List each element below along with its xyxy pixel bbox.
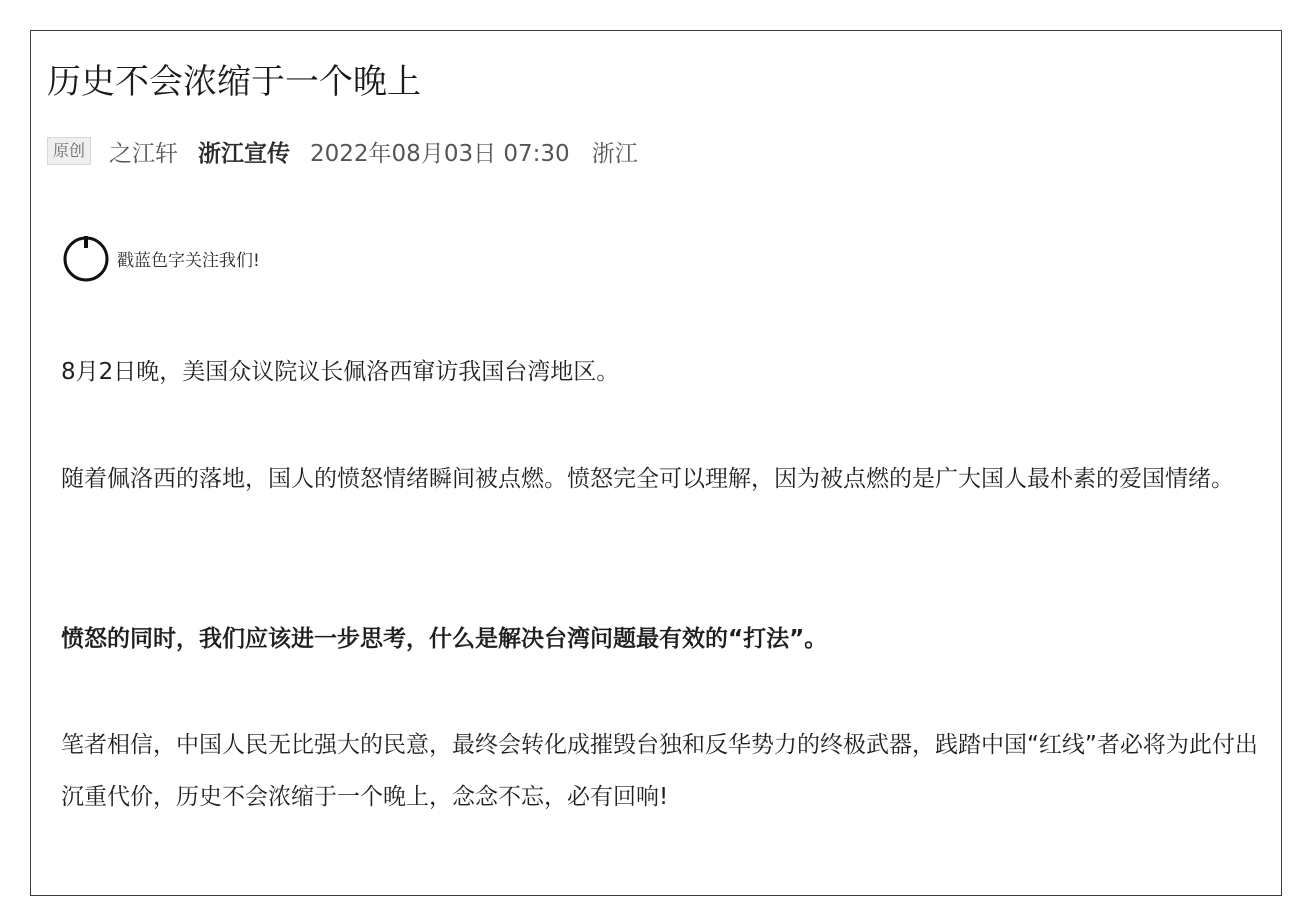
publish-location: 浙江 — [591, 140, 638, 167]
power-icon — [61, 233, 117, 283]
paragraph-emphasis: 愤怒的同时，我们应该进一步思考，什么是解决台湾问题最有效的“打法”。 — [61, 626, 828, 652]
article-title: 历史不会浓缩于一个晚上 — [47, 62, 421, 102]
follow-prompt — [61, 233, 260, 283]
account-link[interactable]: 浙江宣传 — [198, 140, 291, 167]
paragraph: 随着佩洛西的落地，国人的愤怒情绪瞬间被点燃。愤怒完全可以理解，因为被点燃的是广大国人最朴素的爱国情绪。 — [61, 466, 1234, 492]
paragraph: 笔者相信，中国人民无比强大的民意，最终会转化成摧毁台独和反华势力的终极武器，践踏中国“红线”者必将为此付出沉重代价，历史不会浓缩于一个晚上，念念不忘，必有回响! — [61, 732, 1258, 810]
original-badge: 原创 — [47, 137, 91, 165]
article-meta — [47, 135, 638, 167]
publish-datetime: 2022年08月03日 07:30 — [310, 140, 570, 167]
follow-text: 戳蓝色字关注我们! — [117, 250, 260, 271]
article-frame — [30, 30, 1282, 896]
paragraph: 8月2日晚，美国众议院议长佩洛西窜访我国台湾地区。 — [61, 359, 620, 385]
author-name: 之江轩 — [109, 140, 179, 167]
